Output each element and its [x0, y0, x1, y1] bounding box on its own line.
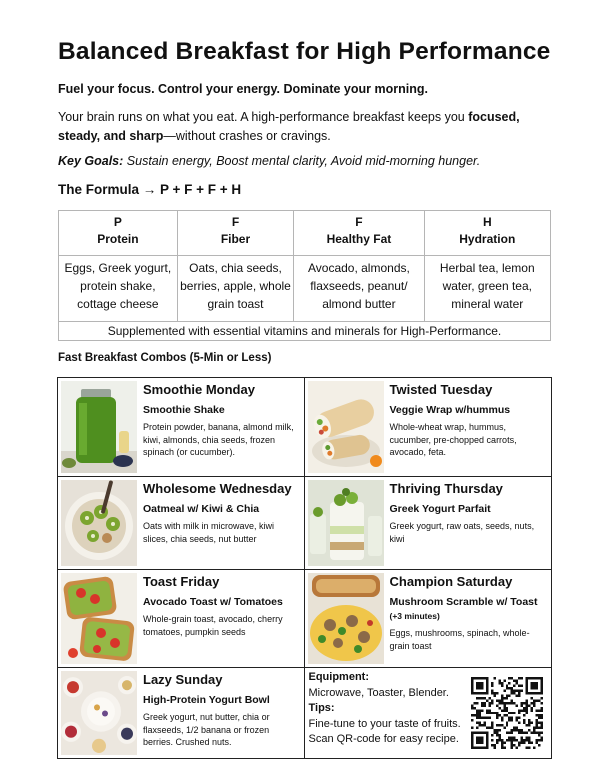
combo-card [305, 477, 552, 569]
mushroom-scramble-photo [308, 573, 384, 664]
col-name: Healthy Fat [326, 232, 392, 246]
page-title: Balanced Breakfast for High Performance [58, 38, 551, 65]
equipment-tips-text [309, 670, 474, 756]
col-letter: F [355, 215, 363, 229]
equipment-list: Microwave, Toaster, Blender. [308, 686, 449, 699]
formula-note: Supplemented with essential vitamins and minerals for High-Performance. [59, 322, 551, 341]
combo-dish: Oatmeal w/ Kiwi & Chia [143, 503, 260, 515]
veggie-wrap-photo [308, 381, 384, 473]
combo-day: Twisted Tuesday [389, 382, 493, 397]
oatmeal-bowl-photo [61, 480, 137, 566]
key-goals-label: Key Goals: [58, 154, 124, 168]
formula-col-protein [59, 211, 178, 256]
combo-dish: High-Protein Yogurt Bowl [143, 694, 270, 706]
combo-card [58, 477, 305, 569]
combo-day: Smoothie Monday [143, 382, 255, 397]
combos-row [58, 570, 551, 668]
formula-col-fiber [177, 211, 294, 256]
equipment-tips [305, 668, 552, 758]
combo-day: Thriving Thursday [389, 481, 503, 496]
formula-items-row [59, 256, 551, 322]
tip-text: Fine-tune to your taste of fruits. [308, 717, 461, 730]
col-name: Fiber [220, 232, 251, 246]
yogurt-bowl-photo [61, 671, 137, 755]
formula-table [58, 210, 551, 341]
combos-row [58, 477, 551, 570]
combo-card [305, 570, 552, 667]
combo-card [58, 378, 305, 476]
combo-desc: Whole-grain toast, avocado, cherry tomatoes, pumpkin seeds [143, 614, 283, 637]
healthy-fat-items: Avocado, almonds, flaxseeds, peanut/ almond butter [294, 256, 424, 322]
qr-code-icon[interactable] [471, 677, 543, 749]
intro-paragraph [58, 108, 548, 146]
combo-dish [390, 595, 549, 623]
combo-desc: Protein powder, banana, almond milk, kiwi, almonds, chia seeds, frozen spinach (or cucumber). [143, 422, 294, 457]
combo-dish-name: Mushroom Scramble w/ Toast [389, 596, 538, 608]
col-name: Protein [97, 232, 139, 246]
combo-dish-note: (+3 minutes) [389, 611, 440, 621]
combo-dish: Smoothie Shake [143, 404, 225, 416]
combo-card [305, 378, 552, 476]
key-goals-text: Sustain energy, Boost mental clarity, Avoid mid-morning hunger. [123, 154, 481, 168]
key-goals [58, 154, 558, 168]
formula-header-row [59, 211, 551, 256]
combo-day: Lazy Sunday [143, 672, 223, 687]
intro-lead: Your brain runs on what you eat. A high-performance breakfast keeps you [58, 110, 469, 124]
combo-card [58, 668, 305, 758]
combo-desc: Greek yogurt, nut butter, chia or flaxseeds, 1/2 banana or frozen berries. Crushed nuts. [143, 712, 270, 747]
col-name: Hydration [459, 232, 516, 246]
combo-dish: Greek Yogurt Parfait [389, 503, 491, 515]
combo-dish: Avocado Toast w/ Tomatoes [143, 596, 283, 608]
col-letter: H [482, 215, 492, 229]
formula-note-row [59, 322, 551, 341]
combos-row [58, 668, 551, 758]
formula-heading: The Formula → P + F + F + H [58, 182, 242, 197]
combo-day: Wholesome Wednesday [143, 481, 292, 496]
tips-label: Tips: [308, 702, 335, 714]
combo-desc: Greek yogurt, raw oats, seeds, nuts, kiwi [389, 521, 535, 544]
combos-row [58, 378, 551, 477]
combos-heading: Fast Breakfast Combos (5-Min or Less) [58, 352, 272, 364]
combo-desc: Whole-wheat wrap, hummus, cucumber, pre-chopped carrots, avocado, feta. [389, 422, 517, 457]
combo-day: Toast Friday [143, 574, 220, 589]
col-letter: F [231, 215, 240, 229]
formula-col-healthy-fat [294, 211, 424, 256]
combo-day: Champion Saturday [389, 574, 513, 589]
tagline: Fuel your focus. Control your energy. Dominate your morning. [58, 82, 428, 96]
hydration-items: Herbal tea, lemon water, green tea, mineral water [424, 256, 550, 322]
combos-grid [57, 377, 552, 759]
equipment-label: Equipment: [308, 671, 369, 683]
formula-col-hydration [424, 211, 550, 256]
col-letter: P [113, 215, 122, 229]
intro-bold: focused, steady, and sharp [58, 110, 520, 143]
green-smoothie-photo [61, 381, 137, 473]
fiber-items: Oats, chia seeds, berries, apple, whole grain toast [177, 256, 294, 322]
combo-desc: Oats with milk in microwave, kiwi slices, chia seeds, nut butter [143, 521, 275, 544]
combo-dish: Veggie Wrap w/hummus [389, 404, 511, 416]
yogurt-parfait-photo [308, 480, 384, 566]
avocado-toast-photo [61, 573, 137, 664]
combo-desc: Eggs, mushrooms, spinach, whole-grain toast [389, 628, 530, 651]
intro-tail: —without crashes or cravings. [163, 129, 331, 143]
tip-text: Scan QR-code for easy recipe. [308, 733, 459, 745]
combo-card [58, 570, 305, 667]
protein-items: Eggs, Greek yogurt, protein shake, cottage cheese [59, 256, 178, 322]
